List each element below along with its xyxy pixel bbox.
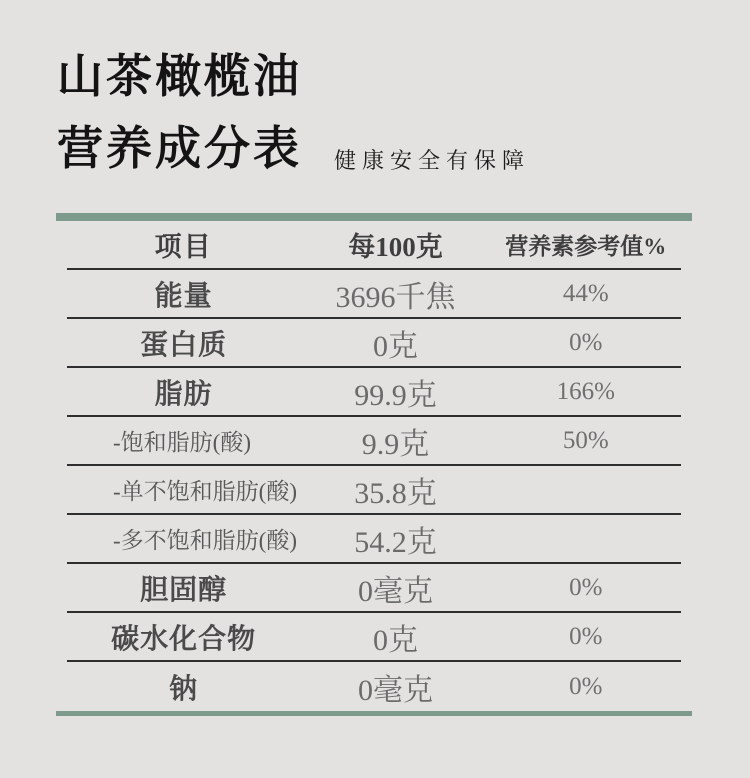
table-header-row xyxy=(67,221,681,270)
table-row-saturated-fat xyxy=(67,417,681,466)
row-value: 9.9克 xyxy=(361,427,430,461)
row-label: 碳水化合物 xyxy=(111,623,257,655)
column-header-per100g: 每100克 xyxy=(348,232,443,262)
table-row-polyunsaturated-fat xyxy=(67,515,681,564)
title-block xyxy=(57,40,530,184)
table-row-sodium xyxy=(67,662,681,711)
column-header-nrv: 营养素参考值% xyxy=(505,234,667,259)
row-label: 脂肪 xyxy=(154,378,213,410)
page-title-line1: 山茶橄榄油 xyxy=(57,50,302,102)
row-value: 3696千焦 xyxy=(335,280,456,314)
row-label: 能量 xyxy=(154,280,213,312)
table-row-energy xyxy=(67,270,681,319)
table-rows xyxy=(67,221,681,711)
row-value: 35.8克 xyxy=(354,476,437,510)
table-row-carbohydrate xyxy=(67,613,681,662)
row-value: 54.2克 xyxy=(354,525,437,559)
table-row-monounsaturated-fat xyxy=(67,466,681,515)
row-value: 99.9克 xyxy=(354,378,437,412)
tagline: 健康安全有保障 xyxy=(334,148,531,173)
row-value: 0克 xyxy=(372,329,418,363)
row-value: 0克 xyxy=(372,623,418,657)
table-row-protein xyxy=(67,319,681,368)
title-row2 xyxy=(57,112,530,184)
row-label: -多不饱和脂肪(酸) xyxy=(113,528,297,553)
row-label: 钠 xyxy=(169,673,199,705)
row-label: -饱和脂肪(酸) xyxy=(113,430,251,455)
row-nrv: 0% xyxy=(569,672,603,700)
top-accent-bar xyxy=(56,213,692,221)
column-header-item: 项目 xyxy=(154,232,213,262)
row-nrv: 166% xyxy=(556,377,615,405)
row-nrv: 0% xyxy=(569,622,603,650)
row-value: 0毫克 xyxy=(357,574,433,608)
row-value: 0毫克 xyxy=(357,673,433,707)
row-nrv: 0% xyxy=(569,328,603,356)
page-title-line2: 营养成分表 xyxy=(57,122,302,174)
row-nrv: 50% xyxy=(562,426,609,454)
table-row-fat xyxy=(67,368,681,417)
bottom-accent-bar xyxy=(56,711,692,716)
row-label: -单不饱和脂肪(酸) xyxy=(113,479,297,504)
row-label: 蛋白质 xyxy=(140,329,228,361)
row-nrv: 44% xyxy=(562,279,609,307)
nutrition-table xyxy=(56,213,692,716)
row-label: 胆固醇 xyxy=(140,574,228,606)
row-nrv: 0% xyxy=(569,573,603,601)
table-row-cholesterol xyxy=(67,564,681,613)
